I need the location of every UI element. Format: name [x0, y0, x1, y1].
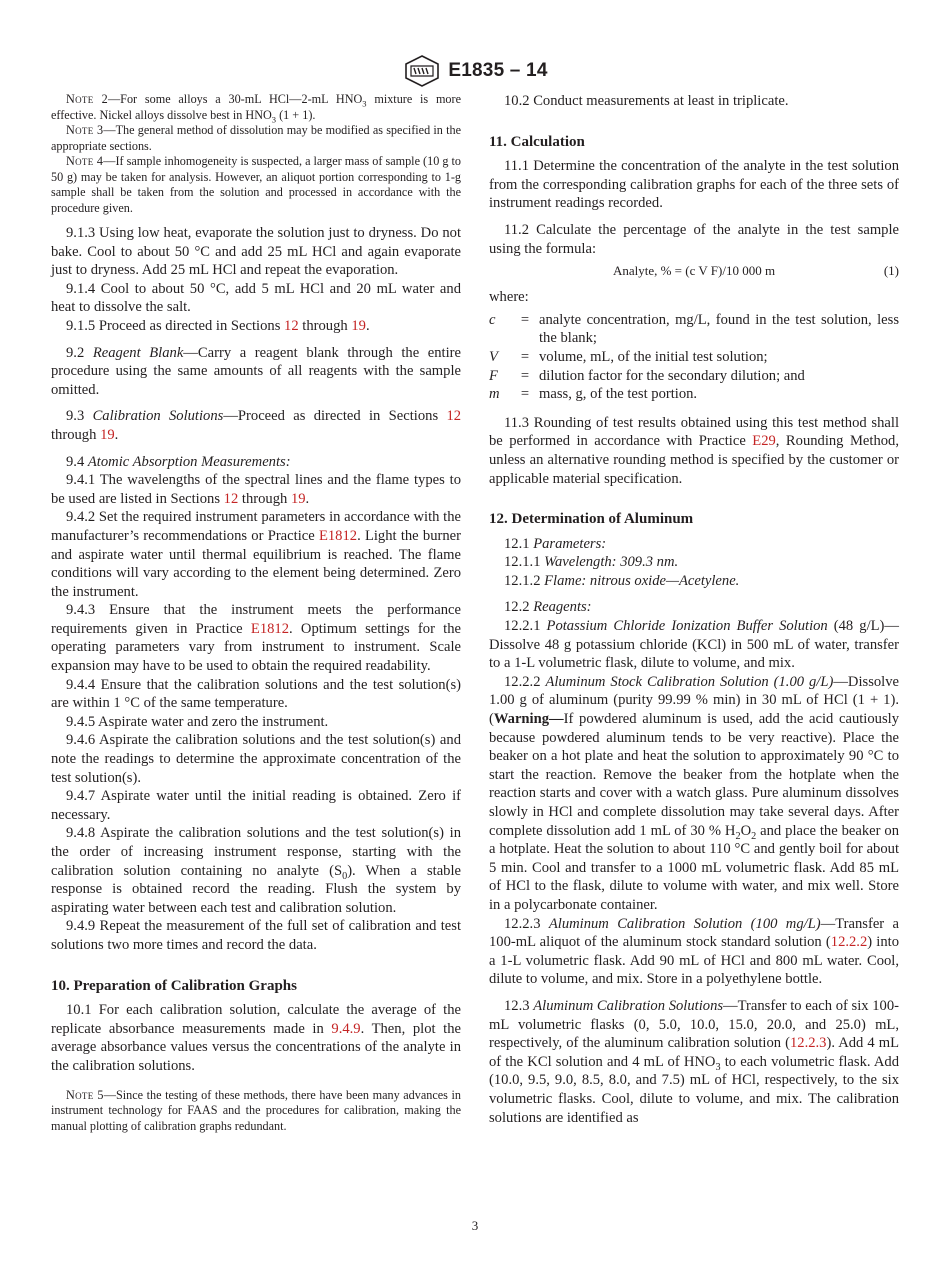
formula — [489, 262, 899, 280]
note-3: Note 3—The general method of dissolution may be modified as specified in the appropriate sections. — [51, 123, 461, 153]
para-9-4-4: 9.4.4 Ensure that the calibration solutions and the test solution(s) are within 1 °C of the same temperature. — [51, 676, 461, 712]
section-heading-10: 10. Preparation of Calibration Graphs — [51, 977, 297, 994]
formula-text: Analyte, % = (c V F)/10 000 m — [612, 263, 776, 279]
para-9-4-6: 9.4.6 Aspirate the calibration solutions and the test solution(s) and note the readings to determine the approximate concentration of the test solution(s). — [51, 732, 461, 786]
para-9-1-4: 9.1.4 Cool to about 50 °C, add 5 mL HCl and 20 mL water and heat to dissolve the salt. — [51, 280, 461, 316]
document-id: E1835 – 14 — [448, 60, 548, 81]
link-e29[interactable]: E29 — [752, 433, 776, 450]
link-section-12[interactable]: 12 — [223, 490, 239, 507]
equation-number: (1) — [883, 263, 899, 279]
left-column — [51, 92, 461, 1134]
link-e1812[interactable]: E1812 — [250, 620, 290, 637]
para-12-1-1: 12.1.1 Wavelength: 309.3 nm. — [504, 554, 679, 571]
para-9-1-3: 9.1.3 Using low heat, evaporate the solution just to dryness. Do not bake. Cool to about 50 °C and add 25 mL HCl and again evaporate just to dryness. Add 25 mL HCl and repeat the evaporation. — [51, 225, 461, 279]
note-4: Note 4—If sample inhomogeneity is suspected, a larger mass of sample (10 g to 50 g) may be taken for analysis. However, an aliquot portion corresponding to 1-g sample shall be taken from the solution and processed in accordance with the procedure given. — [51, 154, 461, 215]
para-12-2: 12.2 Reagents: — [504, 599, 592, 616]
right-column — [489, 92, 899, 1127]
para-9-1-5: 9.1.5 Proceed as directed in Sections 12 through 19. — [66, 317, 370, 334]
para-9-4-7: 9.4.7 Aspirate water until the initial reading is obtained. Zero if necessary. — [51, 788, 461, 823]
para-9-4-2: 9.4.2 Set the required instrument parameters in accordance with the manufacturer’s recommendations or Practice E1812. Light the burner and aspirate water until thermal equilibrium is reached. The flame conditions will vary according to the element being determined. Zero the instrument. — [51, 509, 461, 600]
where-label: where: — [489, 289, 529, 306]
note-5: Note 5—Since the testing of these methods, there have been many advances in instrument technology for FAAS and the procedures for calibration, making the manual plotting of calibration graphs redundant. — [51, 1087, 461, 1133]
link-section-19[interactable]: 19 — [351, 317, 366, 334]
link-9-4-9[interactable]: 9.4.9 — [331, 1020, 361, 1037]
para-9-4-9: 9.4.9 Repeat the measurement of the full set of calibration and test solutions two more times and record the data. — [51, 918, 461, 953]
para-9-4-5: 9.4.5 Aspirate water and zero the instrument. — [66, 713, 329, 730]
para-12-1: 12.1 Parameters: — [504, 535, 607, 552]
para-11-2: 11.2 Calculate the percentage of the analyte in the test sample using the formula: — [489, 221, 899, 257]
para-12-2-2: 12.2.2 Aluminum Stock Calibration Solution (1.00 g/L)—Dissolve 1.00 g of aluminum (purity 99.99 % min) in 30 mL of HCl (1 + 1). (Warning—If powdered aluminum is used, add the acid cautiously because powdered aluminum tends to be very reactive). Place the beaker on a hot plate and heat the solution to approximately 90 °C to start the reaction. Remove the beaker from the hotplate when the reaction starts and cover with a watch glass. Pure aluminum dissolves slowly in HCl and complete dissolution may take several days. After complete dissolution add 1 mL of 30 % $H_2O_2$ and place the beaker on a hotplate. Heat the solution to about 110 °C and gently boil for about 5 min. Cool and transfer to a 1000 mL volumetric flask. Add 85 mL of HCl to the flask, dilute to volume with water, and mix well. Store in a polycarbonate container. — [489, 673, 900, 913]
para-9-4-8: 9.4.8 Aspirate the calibration solutions and the test solution(s) in the order of increasing instrument response, starting with the calibration solution containing no analyte $(S_0)$. When a stable response is obtained record the reading. Flush the system by aspirating water between each test and calibration solution. — [51, 825, 461, 916]
link-section-12[interactable]: 12 — [446, 408, 462, 425]
link-12-2-2[interactable]: 12.2.2 — [830, 934, 868, 951]
para-12-1-2: 12.1.2 Flame: nitrous oxide—Acetylene. — [504, 572, 740, 589]
para-11-3: 11.3 Rounding of test results obtained using this test method shall be performed in accordance with Practice E29, Rounding Method, unless an alternative rounding method is specified by the customer or applicable material specification. — [489, 414, 899, 487]
para-12-2-1: 12.2.1 Potassium Chloride Ionization Buffer Solution (48 g/L)—Dissolve 48 g potassium chloride (KCl) in 500 mL of water, transfer to a 1-L volumetric flask, dilute to volume, and mix. — [489, 618, 899, 672]
section-heading-11: 11. Calculation — [489, 133, 585, 150]
page-number: 3 — [471, 1218, 479, 1233]
page-header — [0, 54, 950, 88]
section-heading-12: 12. Determination of Aluminum — [489, 511, 694, 528]
para-11-1: 11.1 Determine the concentration of the analyte in the test solution from the corresponding calibration graphs for each of the three sets of instrument readings recorded. — [489, 158, 899, 212]
variable-definitions — [489, 311, 899, 404]
para-10-2: 10.2 Conduct measurements at least in triplicate. — [504, 93, 789, 109]
astm-logo-icon — [402, 54, 442, 88]
variable-row: m = mass, g, of the test portion. — [489, 386, 698, 403]
link-section-19[interactable]: 19 — [100, 426, 115, 443]
link-e1812[interactable]: E1812 — [318, 527, 358, 544]
variable-row: F = dilution factor for the secondary dilution; and — [489, 367, 805, 384]
para-9-4-3: 9.4.3 Ensure that the instrument meets the performance requirements given in Practice E1812. Optimum settings for the operating parameters vary from instrument to instrument. Scale expansion may have to be used to obtain the required readability. — [51, 602, 461, 675]
link-section-19[interactable]: 19 — [290, 490, 306, 507]
link-section-12[interactable]: 12 — [284, 317, 299, 334]
para-12-3: 12.3 Aluminum Calibration Solutions—Transfer to each of six 100-mL volumetric flasks (0, 5.0, 10.0, 15.0, 20.0, and 25.0) mL, respectively, of the aluminum calibration solution (12.2.3). Add 4 mL of the KCl solution and 4 mL of $HNO_3$ to each volumetric flask. Add (10.0, 9.5, 9.0, 8.5, 8.0, and 7.5) mL of HCl, respectively, to the six volumetric flasks. Cool, dilute to volume, and mix. The calibration solutions are identified as — [489, 997, 900, 1126]
para-9-4: 9.4 Atomic Absorption Measurements: — [66, 453, 291, 470]
para-9-3: 9.3 Calibration Solutions—Proceed as directed in Sections 12 through 19. — [51, 408, 462, 443]
para-10-1: 10.1 For each calibration solution, calculate the average of the replicate absorbance measurements made in 9.4.9. Then, plot the average absorbance values versus the concentrations of the analyte in the calibration solutions. — [51, 1002, 462, 1074]
link-12-2-3[interactable]: 12.2.3 — [789, 1035, 827, 1052]
para-9-2: 9.2 Reagent Blank—Carry a reagent blank through the entire procedure using the same amounts of all reagents with the sample omitted. — [51, 344, 461, 398]
para-12-2-3: 12.2.3 Aluminum Calibration Solution (100 mg/L)—Transfer a 100-mL aliquot of the aluminum stock standard solution (12.2.2) into a 1-L volumetric flask. Add 90 mL of HCl and 800 mL water. Cool, dilute to volume, and mix. Store in a polyethylene bottle. — [489, 915, 899, 988]
para-9-4-1: 9.4.1 The wavelengths of the spectral lines and the flame types to be used are listed in Sections 12 through 19. — [51, 472, 461, 507]
variable-row: c = analyte concentration, mg/L, found in the test solution, less the blank; — [489, 311, 899, 347]
note-2: Note 2—For some alloys a 30-mL HCl—2-mL $HNO_3$ mixture is more effective. Nickel alloys dissolve best in $HNO_3$ (1 + 1). — [51, 92, 461, 124]
variable-row: V = volume, mL, of the initial test solution; — [489, 348, 768, 365]
